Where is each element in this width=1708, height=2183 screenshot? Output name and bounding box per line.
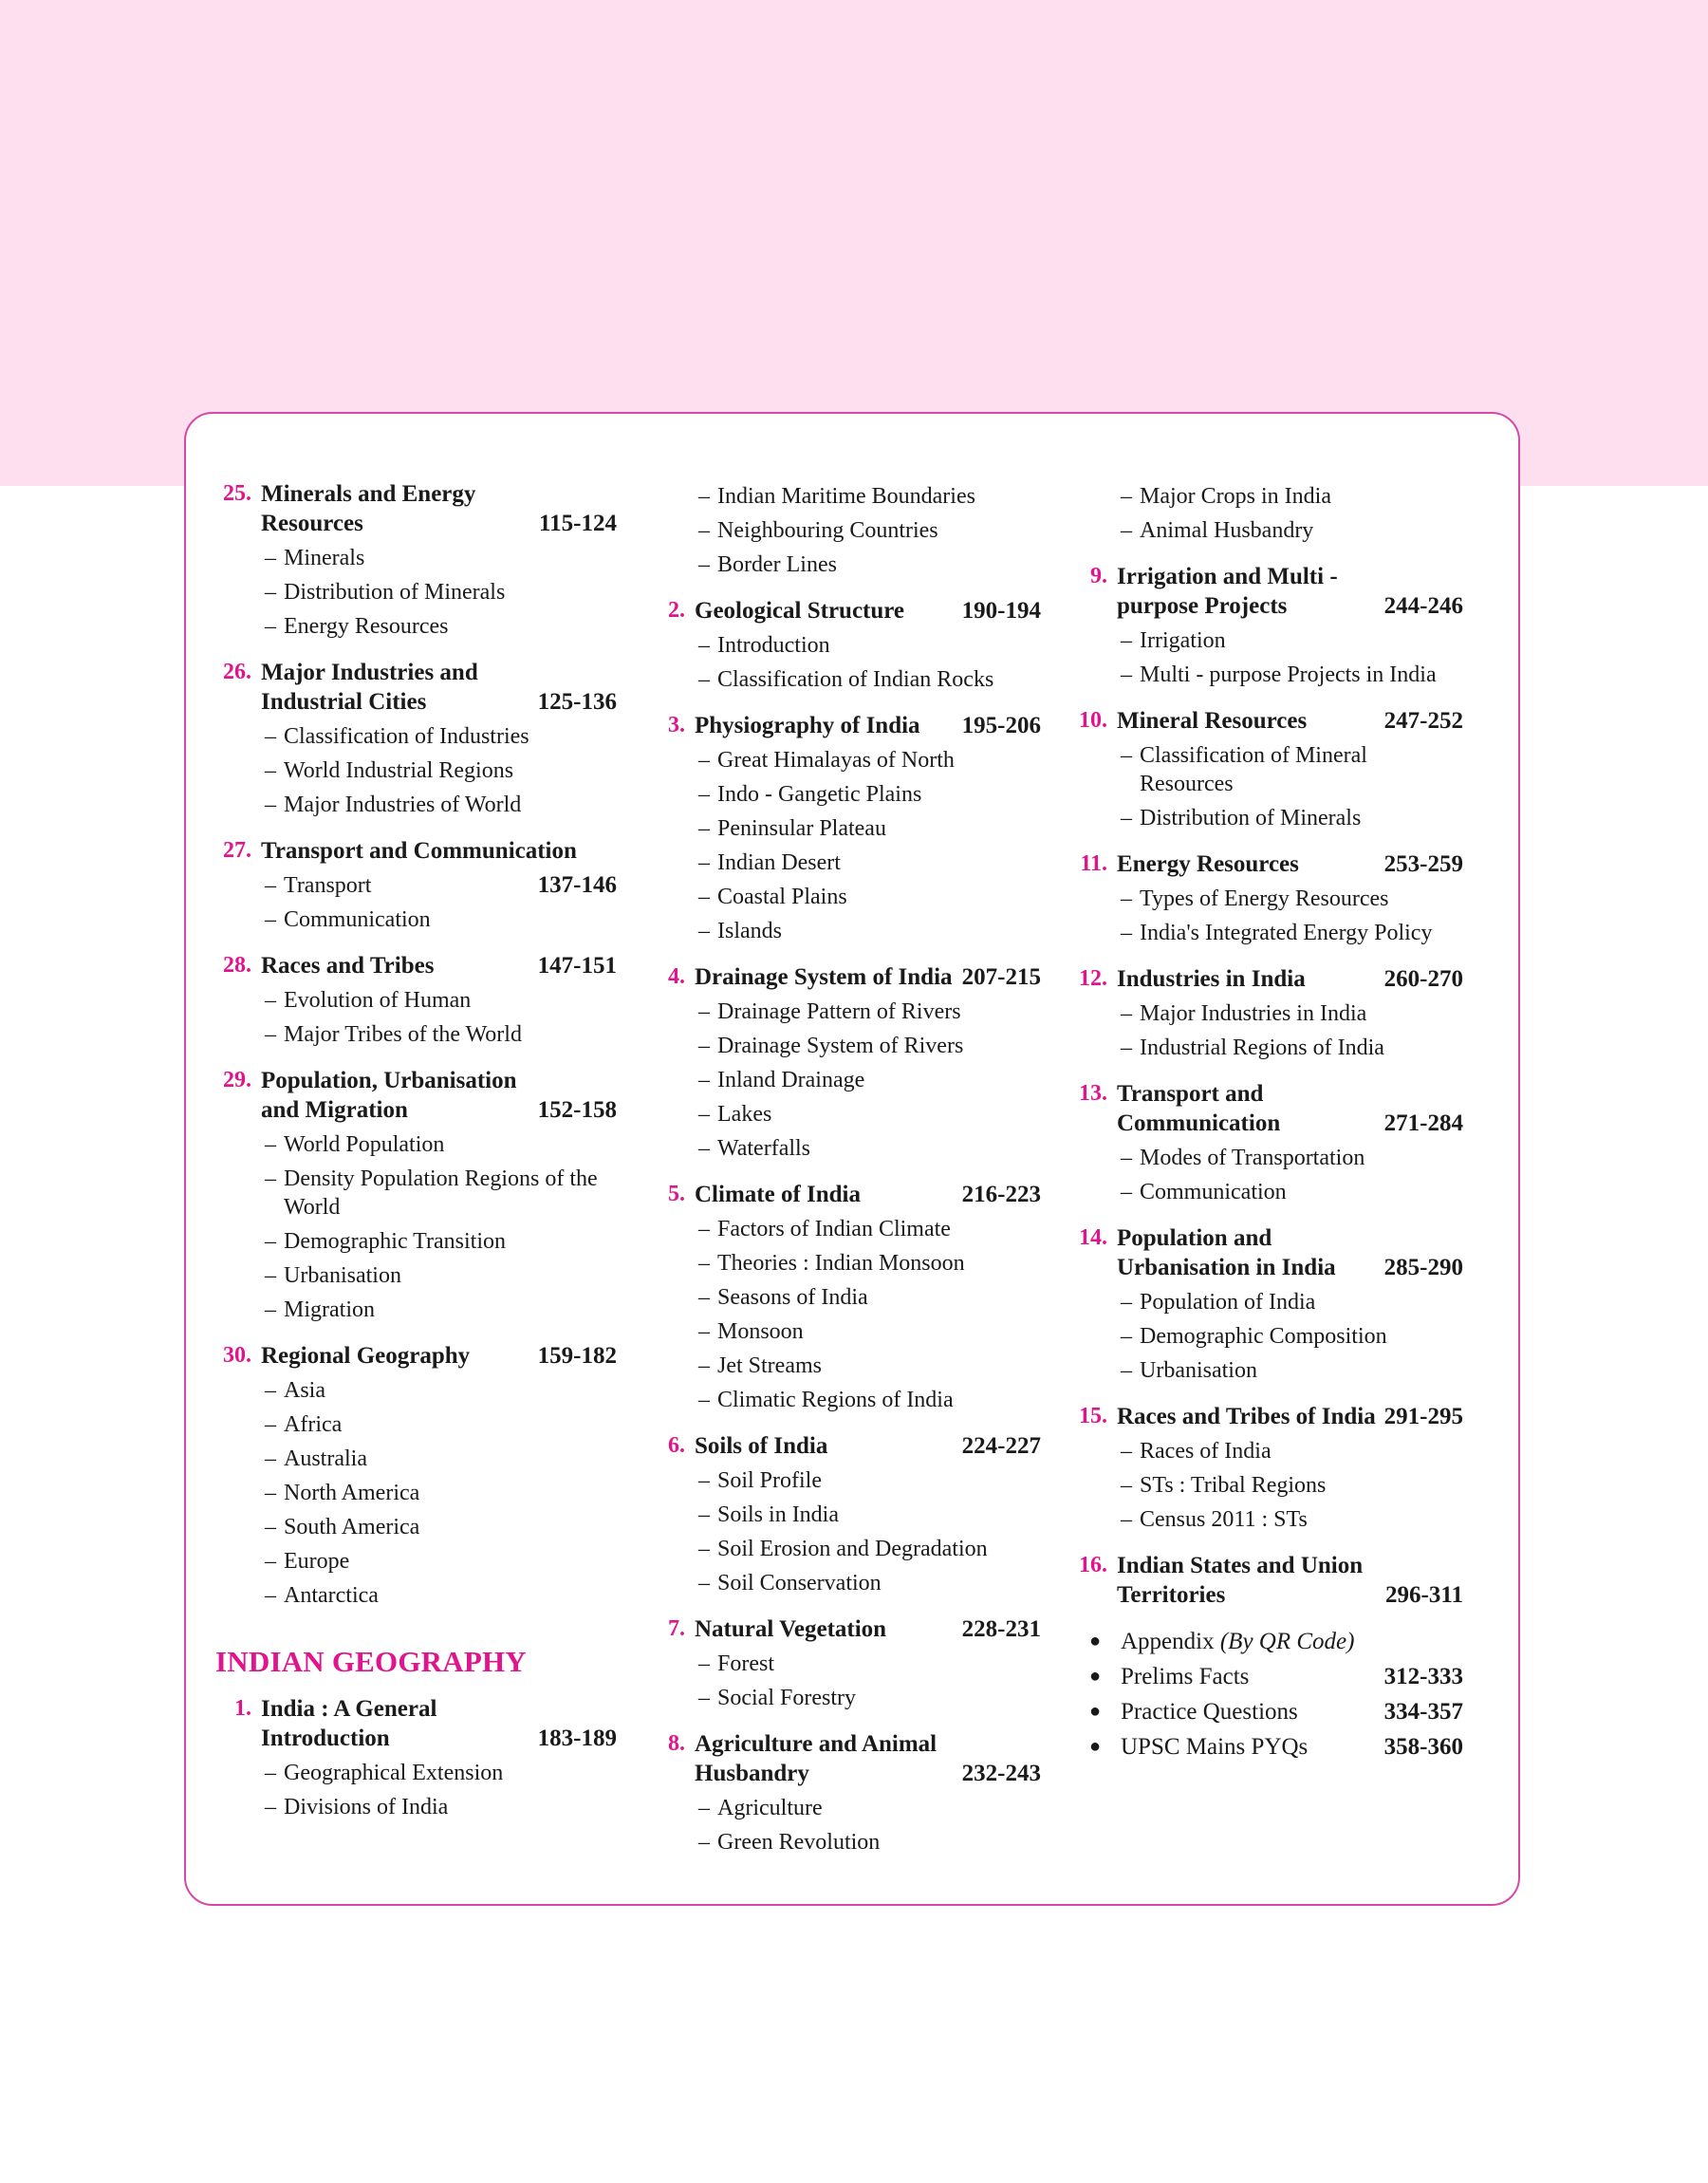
- entry-number: 10.: [1079, 708, 1107, 733]
- sub-item: – Urbanisation: [1121, 1358, 1257, 1383]
- sub-item: – Islands: [698, 919, 782, 943]
- sub-item: – Indo - Gangetic Plains: [698, 782, 922, 807]
- sub-item: – Africa: [265, 1412, 343, 1437]
- sub-item: – Theories : Indian Monsoon: [698, 1251, 965, 1276]
- sub-item: – Waterfalls: [698, 1136, 811, 1161]
- entry-number: 25.: [223, 481, 251, 506]
- toc-entry-29[interactable]: [214, 1066, 617, 1327]
- sub-item: – Transport 137-146: [265, 868, 617, 903]
- sub-item: – Agriculture: [698, 1796, 823, 1820]
- sub-item: – Lakes: [698, 1102, 772, 1127]
- entry-pages: 207-215: [961, 964, 1041, 990]
- toc-column-1: [214, 479, 617, 1838]
- entry-title: Transport and Communication: [1117, 1081, 1281, 1136]
- toc-entry-14[interactable]: [1069, 1223, 1463, 1388]
- toc-entry-15[interactable]: [1069, 1402, 1463, 1537]
- sub-item: – Factors of Indian Climate: [698, 1217, 951, 1241]
- entry-number: 5.: [668, 1182, 685, 1206]
- entry-pages: 244-246: [1383, 593, 1463, 619]
- prelims-facts-item[interactable]: ● Prelims Facts 312-333: [1069, 1659, 1463, 1694]
- toc-entry-30[interactable]: [214, 1341, 617, 1613]
- entry-number: 12.: [1079, 966, 1107, 991]
- entry-title: Irrigation and Multi - purpose Projects: [1117, 564, 1338, 619]
- sub-item: – Migration: [265, 1297, 375, 1322]
- sub-item: – Neighbouring Countries: [698, 518, 938, 543]
- entry-title: Geological Structure: [695, 598, 905, 624]
- toc-entry-5[interactable]: [647, 1180, 1041, 1417]
- toc-entry-27[interactable]: [214, 836, 617, 937]
- entry-title: Population and Urbanisation in India: [1117, 1225, 1336, 1280]
- entry-pages: 224-227: [961, 1433, 1041, 1459]
- sub-item: – Population of India: [1121, 1290, 1316, 1315]
- sub-item: – Indian Maritime Boundaries: [698, 484, 975, 509]
- entry-title: Transport and Communication: [261, 838, 577, 864]
- toc-column-2: [647, 479, 1041, 1874]
- sub-item: – Green Revolution: [698, 1830, 881, 1855]
- toc-entry-10[interactable]: [1069, 706, 1463, 835]
- sub-item: – Indian Desert: [698, 850, 841, 875]
- sub-item: – Multi - purpose Projects in India: [1121, 662, 1437, 687]
- sub-item: – Soils in India: [698, 1502, 840, 1527]
- toc-entry-9[interactable]: [1069, 562, 1463, 692]
- entry-pages: 271-284: [1383, 1110, 1463, 1136]
- sub-item: – Divisions of India: [265, 1795, 449, 1819]
- sub-item: – Energy Resources: [265, 614, 449, 639]
- sub-item: – Modes of Transportation: [1121, 1146, 1365, 1170]
- entry-pages: 159-182: [537, 1343, 617, 1369]
- entry-number: 14.: [1079, 1225, 1107, 1250]
- sub-item: – Evolution of Human: [265, 988, 472, 1013]
- sub-item: – Drainage System of Rivers: [698, 1034, 964, 1058]
- entry-title: Mineral Resources: [1117, 708, 1308, 734]
- sub-item: – Border Lines: [698, 552, 837, 577]
- sub-item: – Great Himalayas of North: [698, 748, 955, 773]
- toc-entry-3[interactable]: [647, 711, 1041, 948]
- toc-entry-26[interactable]: [214, 658, 617, 822]
- bullet-icon: ●: [1088, 1631, 1102, 1651]
- entry-title: Minerals and Energy Resources: [261, 481, 476, 536]
- bullet-icon: ●: [1088, 1666, 1102, 1687]
- toc-entry-8[interactable]: [647, 1729, 1041, 1859]
- sub-item: – Minerals: [265, 546, 365, 570]
- sub-item: – Coastal Plains: [698, 885, 847, 909]
- sub-item: – Soil Conservation: [698, 1571, 882, 1595]
- sub-item: – South America: [265, 1515, 420, 1539]
- entry-pages: 125-136: [537, 689, 617, 715]
- sub-item: – Major Industries in India: [1121, 1001, 1367, 1026]
- entry-number: 11.: [1080, 851, 1107, 876]
- sub-item: – Soil Profile: [698, 1468, 823, 1493]
- entry-number: 4.: [668, 964, 685, 989]
- sub-item: – Classification of Mineral Resources: [1121, 743, 1367, 796]
- sub-item: – Monsoon: [698, 1319, 804, 1344]
- toc-entry-6[interactable]: [647, 1431, 1041, 1600]
- entry-title: Races and Tribes: [261, 953, 435, 979]
- mains-pyqs-item[interactable]: ● UPSC Mains PYQs 358-360: [1069, 1729, 1463, 1764]
- entry-number: 3.: [668, 713, 685, 737]
- sub-item: – Demographic Composition: [1121, 1324, 1387, 1349]
- entry-pages: 247-252: [1383, 708, 1463, 734]
- entry-number: 7.: [668, 1616, 685, 1641]
- entry-number: 27.: [223, 838, 251, 863]
- sub-item: – Density Population Regions of the World: [265, 1166, 598, 1220]
- entry-title: Climate of India: [695, 1182, 861, 1207]
- entry-title: Soils of India: [695, 1433, 828, 1459]
- appendix-item[interactable]: ● Appendix (By QR Code): [1069, 1624, 1463, 1659]
- entry-number: 1.: [234, 1696, 251, 1721]
- entry-number: 16.: [1079, 1553, 1107, 1577]
- entry-pages: 216-223: [961, 1182, 1041, 1207]
- entry-number: 2.: [668, 598, 685, 623]
- sub-item: – Communication: [1121, 1180, 1287, 1204]
- entry-pages: 195-206: [961, 713, 1041, 738]
- entry-pages: 291-295: [1383, 1404, 1463, 1429]
- entry-pages: 115-124: [539, 511, 617, 536]
- sub-item: – Communication: [265, 907, 431, 932]
- sub-item: – Climatic Regions of India: [698, 1388, 954, 1412]
- entry-number: 13.: [1079, 1081, 1107, 1106]
- toc-column-3: [1069, 479, 1463, 1764]
- sub-item: – India's Integrated Energy Policy: [1121, 921, 1433, 945]
- section-heading-indian-geography: INDIAN GEOGRAPHY: [215, 1645, 527, 1678]
- toc-entry-2[interactable]: [647, 596, 1041, 697]
- entry-title: Energy Resources: [1117, 851, 1299, 877]
- entry-pages: 147-151: [537, 953, 617, 979]
- entry-pages: 285-290: [1383, 1255, 1463, 1280]
- toc-entry-25[interactable]: [214, 479, 617, 644]
- sub-item: – Distribution of Minerals: [265, 580, 506, 605]
- sub-item: – Antarctica: [265, 1583, 379, 1608]
- sub-item: – Types of Energy Resources: [1121, 886, 1389, 911]
- sub-item: – Industrial Regions of India: [1121, 1036, 1384, 1060]
- sub-item: – Social Forestry: [698, 1686, 856, 1710]
- sub-item: – Jet Streams: [698, 1353, 822, 1378]
- sub-item: – Asia: [265, 1378, 325, 1403]
- entry-pages: 183-189: [537, 1726, 617, 1751]
- sub-item: – Classification of Industries: [265, 724, 529, 749]
- entry-pages: 296-311: [1385, 1582, 1463, 1608]
- sub-item: – Urbanisation: [265, 1263, 401, 1288]
- sub-item: – World Industrial Regions: [265, 758, 514, 783]
- entry-title: Industries in India: [1117, 966, 1306, 992]
- toc-entry-1[interactable]: [214, 1694, 617, 1824]
- toc-entry-7[interactable]: [647, 1614, 1041, 1715]
- entry-title: Races and Tribes of India: [1117, 1404, 1376, 1429]
- sub-item: – STs : Tribal Regions: [1121, 1473, 1327, 1498]
- practice-questions-item[interactable]: ● Practice Questions 334-357: [1069, 1694, 1463, 1729]
- sub-item: – Demographic Transition: [265, 1229, 506, 1254]
- entry-pages: 260-270: [1383, 966, 1463, 992]
- sub-item: – Drainage Pattern of Rivers: [698, 999, 961, 1024]
- sub-item: – Races of India: [1121, 1439, 1272, 1464]
- sub-item: – Forest: [698, 1651, 774, 1676]
- sub-item: – Distribution of Minerals: [1121, 806, 1362, 830]
- sub-item: – Irrigation: [1121, 628, 1226, 653]
- entry-number: 8.: [668, 1731, 685, 1756]
- sub-item: – Census 2011 : STs: [1121, 1507, 1308, 1532]
- entry-pages: 228-231: [961, 1616, 1041, 1642]
- entry-pages: 152-158: [537, 1097, 617, 1123]
- entry-number: 9.: [1090, 564, 1107, 588]
- entry-title: Population, Urbanisation and Migration: [261, 1068, 517, 1123]
- entry-pages: 190-194: [961, 598, 1041, 624]
- bullet-icon: ●: [1088, 1736, 1102, 1757]
- entry-title: India : A General Introduction: [261, 1696, 437, 1751]
- toc-entry-12[interactable]: [1069, 964, 1463, 1065]
- sub-item: – Major Tribes of the World: [265, 1022, 522, 1047]
- entry-number: 6.: [668, 1433, 685, 1458]
- entry-pages: 137-146: [537, 872, 617, 898]
- toc-entry-13[interactable]: [1069, 1079, 1463, 1209]
- sub-item: – Australia: [265, 1446, 367, 1471]
- entry-number: 26.: [223, 660, 251, 684]
- entry-title: Indian States and Union Territories: [1117, 1553, 1364, 1608]
- sub-item: – Animal Husbandry: [1121, 518, 1314, 543]
- toc-entry-4[interactable]: [647, 962, 1041, 1166]
- toc-entry-28[interactable]: [214, 951, 617, 1052]
- sub-item: – Soil Erosion and Degradation: [698, 1537, 988, 1561]
- sub-item: – North America: [265, 1481, 420, 1505]
- toc-entry-11[interactable]: [1069, 849, 1463, 950]
- entry-number: 30.: [223, 1343, 251, 1368]
- entry-title: Drainage System of India: [695, 964, 953, 990]
- bullet-icon: ●: [1088, 1701, 1102, 1722]
- entry-pages: 253-259: [1383, 851, 1463, 877]
- entry-title: Natural Vegetation: [695, 1616, 887, 1642]
- entry-title: Regional Geography: [261, 1343, 471, 1369]
- entry-title: Physiography of India: [695, 713, 920, 738]
- entry-number: 15.: [1079, 1404, 1107, 1428]
- sub-item: – Classification of Indian Rocks: [698, 667, 994, 692]
- sub-item: – Inland Drainage: [698, 1068, 865, 1092]
- sub-item: – Geographical Extension: [265, 1761, 504, 1785]
- sub-item: – Peninsular Plateau: [698, 816, 886, 841]
- entry-title: Agriculture and Animal Husbandry: [695, 1731, 938, 1786]
- entry-pages: 232-243: [961, 1761, 1041, 1786]
- sub-item: – World Population: [265, 1132, 445, 1157]
- sub-item: – Europe: [265, 1549, 350, 1574]
- toc-continuation: [1069, 479, 1463, 548]
- entry-number: 29.: [223, 1068, 251, 1092]
- entry-number: 28.: [223, 953, 251, 978]
- entry-title: Major Industries and Industrial Cities: [261, 660, 478, 715]
- sub-item: – Seasons of India: [698, 1285, 868, 1310]
- sub-item: – Major Crops in India: [1121, 484, 1331, 509]
- appendix-list: [1069, 1624, 1463, 1764]
- toc-entry-16[interactable]: [1069, 1551, 1463, 1610]
- sub-item: – Introduction: [698, 633, 830, 658]
- sub-item: – Major Industries of World: [265, 793, 522, 817]
- toc-continuation: [647, 479, 1041, 582]
